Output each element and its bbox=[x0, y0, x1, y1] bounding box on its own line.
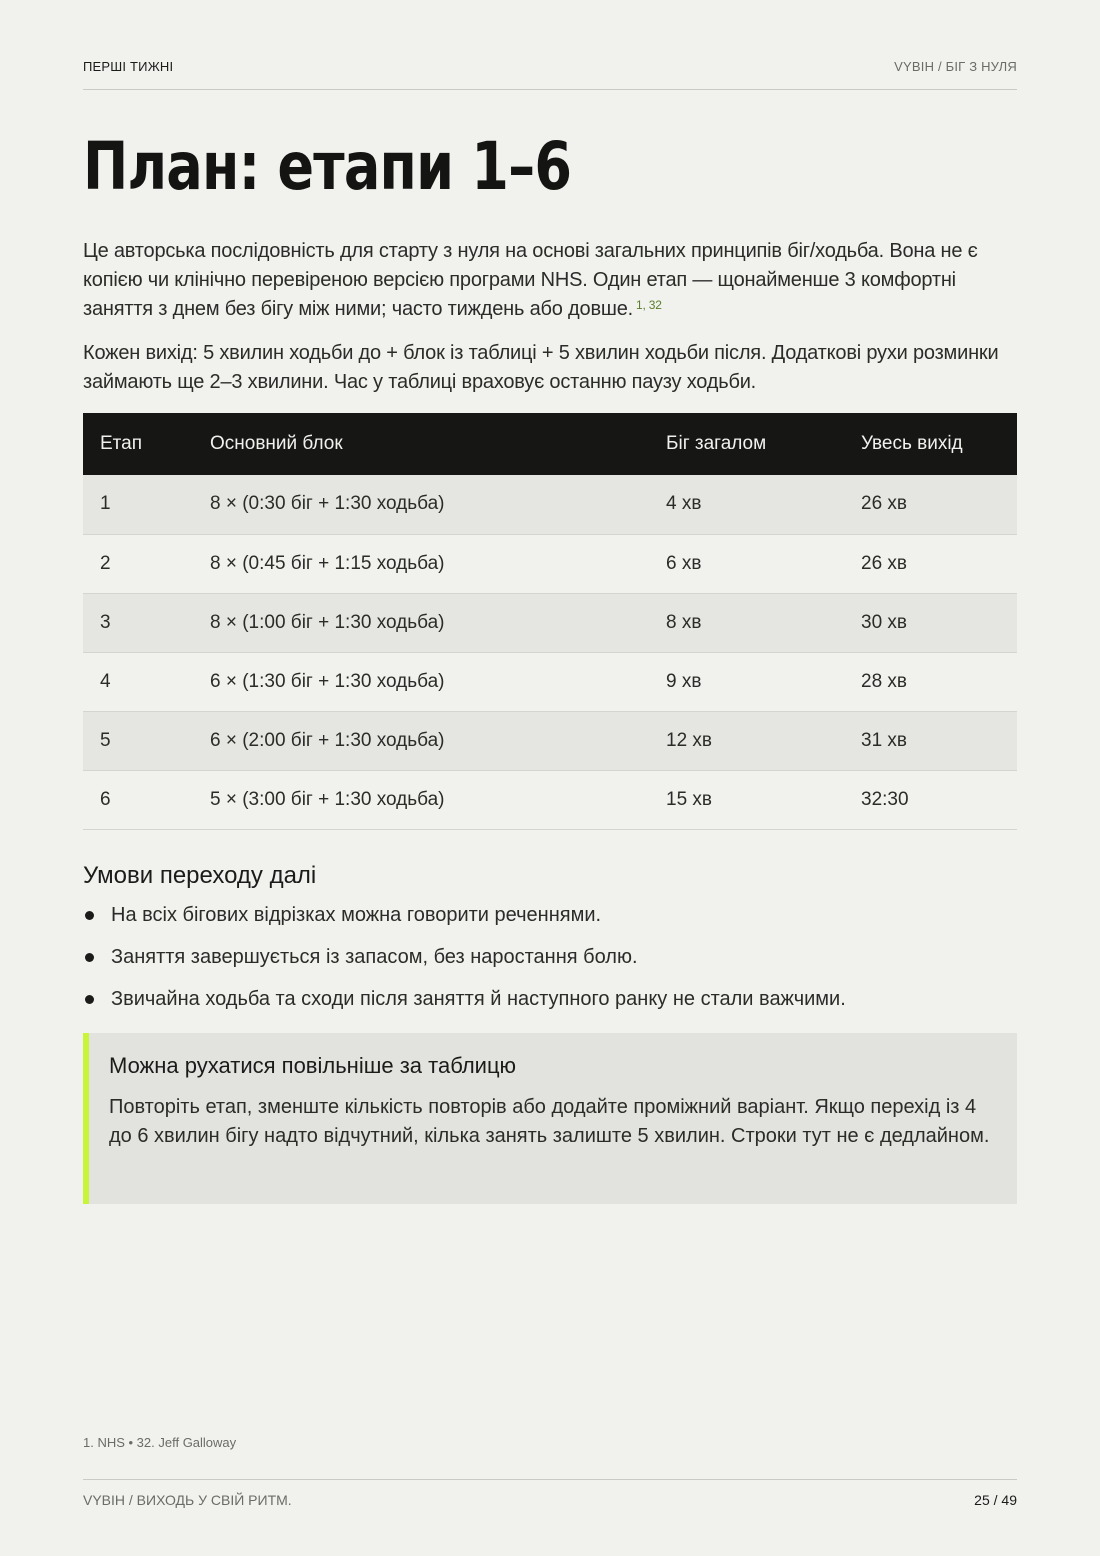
footnotes: 1. NHS • 32. Jeff Galloway bbox=[83, 1435, 237, 1450]
col-header-stage: Етап bbox=[100, 433, 143, 454]
note-paragraph: Кожен вихід: 5 хвилин ходьби до + блок із таблиці + 5 хвилин ходьби після. Додаткові рухи розминки займають ще 2–3 хвилини. Час у таблиці враховує останню паузу ходьби. bbox=[83, 342, 999, 393]
cell-session-total: 30 хв bbox=[861, 611, 908, 633]
cell-block: 8 × (0:30 біг + 1:30 ходьба) bbox=[210, 493, 445, 515]
callout-title: Можна рухатися повільніше за таблицю bbox=[109, 1053, 517, 1078]
footer-brand: VYBIH / ВИХОДЬ У СВІЙ РИТМ. bbox=[83, 1492, 292, 1508]
intro-refs[interactable]: 1, 32 bbox=[636, 298, 662, 312]
cell-run-total: 15 хв bbox=[666, 788, 713, 810]
cell-stage: 3 bbox=[100, 611, 111, 633]
col-header-block: Основний блок bbox=[210, 433, 343, 454]
footer-divider bbox=[83, 1479, 1017, 1480]
cell-session-total: 32:30 bbox=[861, 788, 909, 810]
cell-block: 8 × (1:00 біг + 1:30 ходьба) bbox=[210, 611, 445, 633]
page-title: План: етапи 1–6 bbox=[83, 128, 572, 205]
cell-session-total: 28 хв bbox=[861, 670, 908, 692]
table-row bbox=[83, 475, 1017, 534]
table-row bbox=[83, 770, 1017, 829]
cell-block: 6 × (2:00 біг + 1:30 ходьба) bbox=[210, 729, 445, 751]
cell-run-total: 12 хв bbox=[666, 729, 713, 751]
table-row bbox=[83, 652, 1017, 711]
cell-run-total: 6 хв bbox=[666, 552, 702, 574]
cell-session-total: 31 хв bbox=[861, 729, 908, 751]
brand-label: VYBIH / БІГ З НУЛЯ bbox=[894, 59, 1017, 74]
page-number: 25 / 49 bbox=[974, 1492, 1017, 1508]
cell-stage: 2 bbox=[100, 552, 111, 574]
footer bbox=[83, 1492, 1017, 1508]
cell-session-total: 26 хв bbox=[861, 493, 908, 515]
cell-block: 6 × (1:30 біг + 1:30 ходьба) bbox=[210, 670, 445, 692]
header-divider bbox=[83, 89, 1017, 90]
col-header-session-total: Увесь вихід bbox=[861, 433, 963, 454]
callout-text: Повторіть етап, зменште кількість повторів або додайте проміжний варіант. Якщо перехід із 4 до 6 хвилин бігу надто відчутний, кілька занять залиште 5 хвилин. Строки тут не є дедлайном. bbox=[109, 1096, 990, 1147]
col-header-run-total: Біг загалом bbox=[666, 433, 767, 454]
intro-text: Це авторська послідовність для старту з нуля на основі загальних принципів біг/ходьба. Вона не є копією чи клінічно перевіреною версією програми NHS. Один етап — щонайменше 3 комфортні заняття з днем без бігу між ними; часто тиждень або довше. bbox=[83, 240, 978, 320]
conditions-list bbox=[83, 900, 846, 1026]
conditions-heading: Умови переходу далі bbox=[83, 862, 317, 889]
table-header-row bbox=[83, 413, 1017, 475]
list-item: Звичайна ходьба та сходи після заняття й наступного ранку не стали важчими. bbox=[83, 984, 846, 1026]
callout-box bbox=[83, 1033, 1017, 1204]
cell-run-total: 9 хв bbox=[666, 670, 702, 692]
cell-block: 5 × (3:00 біг + 1:30 ходьба) bbox=[210, 788, 445, 810]
intro-paragraph bbox=[83, 237, 1023, 324]
cell-stage: 1 bbox=[100, 493, 111, 515]
cell-stage: 4 bbox=[100, 670, 111, 692]
cell-session-total: 26 хв bbox=[861, 552, 908, 574]
cell-run-total: 8 хв bbox=[666, 611, 702, 633]
cell-block: 8 × (0:45 біг + 1:15 ходьба) bbox=[210, 552, 445, 574]
cell-stage: 6 bbox=[100, 788, 111, 810]
stages-table bbox=[83, 413, 1017, 830]
running-head bbox=[83, 59, 1017, 74]
list-item: Заняття завершується із запасом, без наростання болю. bbox=[83, 942, 846, 984]
list-item: На всіх бігових відрізках можна говорити реченнями. bbox=[83, 900, 846, 942]
table-row bbox=[83, 711, 1017, 770]
cell-run-total: 4 хв bbox=[666, 493, 702, 515]
table-row bbox=[83, 534, 1017, 593]
cell-stage: 5 bbox=[100, 729, 111, 751]
table-row bbox=[83, 593, 1017, 652]
section-label: ПЕРШІ ТИЖНІ bbox=[83, 59, 174, 74]
